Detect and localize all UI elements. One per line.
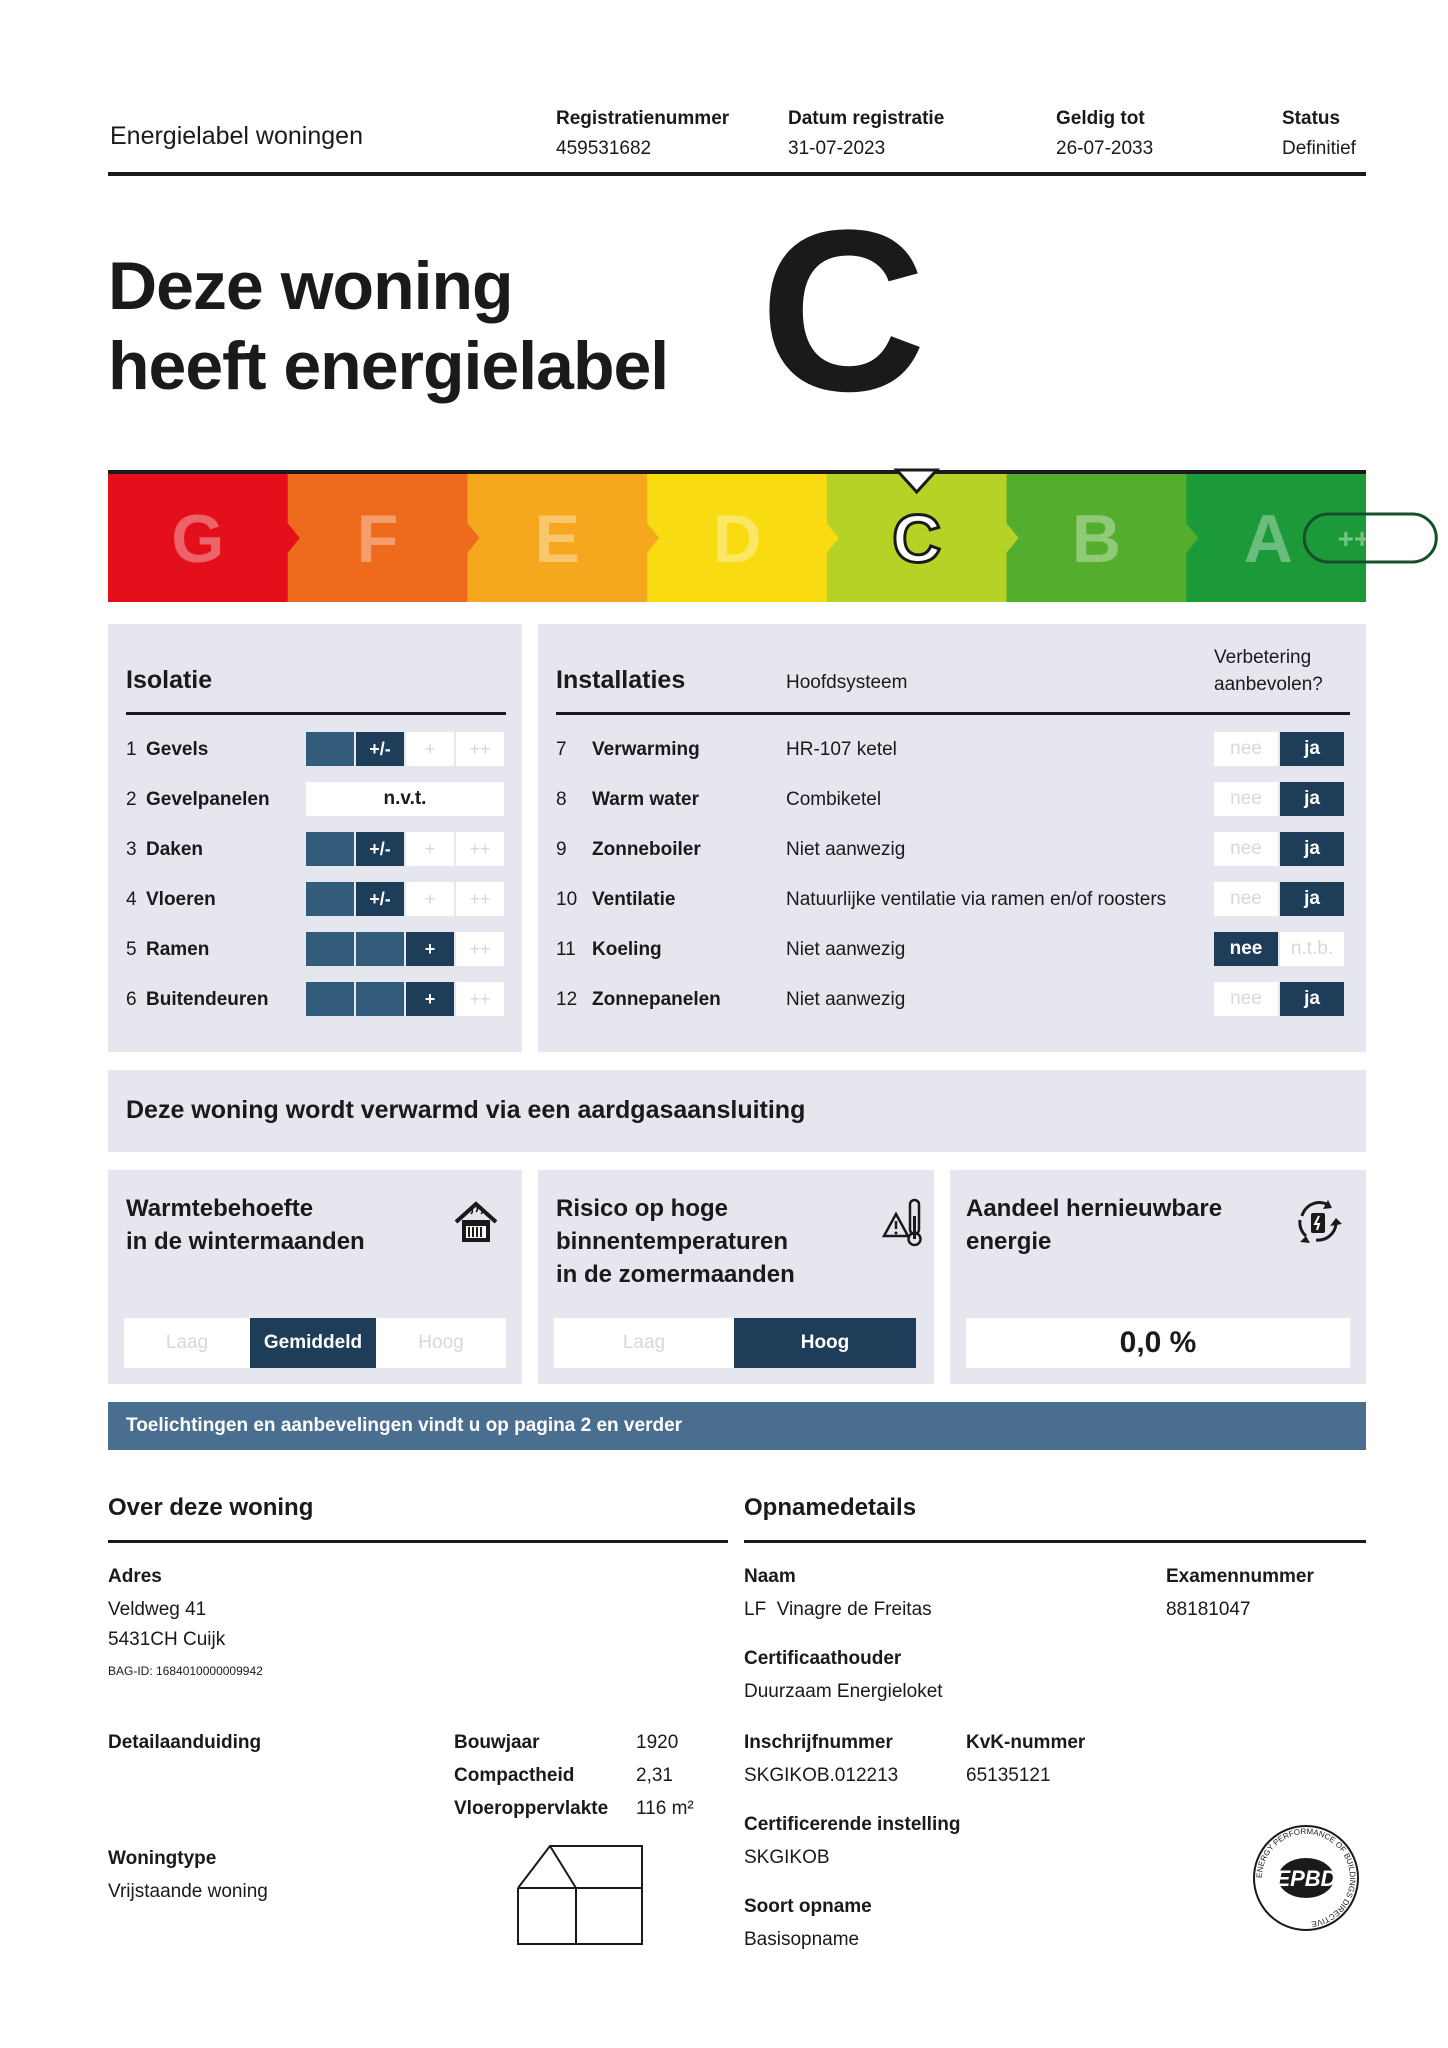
renewable-energy-icon bbox=[1292, 1196, 1344, 1248]
row-number: 8 bbox=[556, 789, 567, 810]
improvement-yes: ja bbox=[1280, 882, 1344, 916]
improvement-yes: ja bbox=[1280, 832, 1344, 866]
scale-option-hoog: Hoog bbox=[418, 1332, 464, 1353]
epbd-ring-text: ENERGY PERFORMANCE OF BUILDINGS DIRECTIVE bbox=[1254, 1826, 1358, 1929]
scale-letter-e: E bbox=[534, 501, 580, 577]
meter-segment: ++ bbox=[456, 882, 504, 916]
house-heating-icon bbox=[452, 1198, 500, 1246]
headline-line-2: heeft energielabel bbox=[108, 328, 669, 404]
row-number: 10 bbox=[556, 889, 578, 910]
row-name: Ramen bbox=[146, 939, 210, 960]
meter-segment: ++ bbox=[456, 982, 504, 1016]
improvement-no: nee bbox=[1214, 932, 1278, 966]
meter-segment: + bbox=[406, 832, 454, 866]
row-number: 1 bbox=[126, 739, 137, 760]
scale-option-hoog: Hoog bbox=[734, 1318, 916, 1368]
a-plus-text: ++++ bbox=[1337, 523, 1403, 554]
meter-segment: + bbox=[406, 732, 454, 766]
meter-segment: +/- bbox=[356, 832, 404, 866]
improvement-no: nee bbox=[1214, 732, 1278, 766]
headline bbox=[108, 246, 668, 406]
improvement-no: nee bbox=[1214, 982, 1278, 1016]
improvement-indicator bbox=[1214, 982, 1346, 1016]
overheating-risk-title-line-1: Risico op hoge bbox=[556, 1195, 729, 1222]
floor-area-value: 116 m² bbox=[636, 1798, 694, 1819]
installations-title: Installaties bbox=[556, 666, 686, 694]
insulation-row-label bbox=[126, 989, 268, 1011]
improvement-yes: ja bbox=[1280, 732, 1344, 766]
status-label: Status bbox=[1282, 108, 1341, 129]
scale-option-laag: Laag bbox=[622, 1332, 666, 1353]
row-number: 3 bbox=[126, 839, 137, 860]
improvement-header bbox=[1214, 644, 1323, 698]
energy-scale-graphic bbox=[108, 470, 1403, 606]
meter-segment: ++ bbox=[456, 732, 504, 766]
heat-demand-scale bbox=[124, 1318, 506, 1368]
row-name: Gevels bbox=[146, 739, 209, 760]
main-system-value: Natuurlijke ventilatie via ramen en/of roosters bbox=[786, 889, 1167, 910]
assessment-divider bbox=[744, 1540, 1366, 1543]
insulation-meter bbox=[306, 882, 506, 916]
installation-row-label bbox=[556, 739, 700, 761]
improvement-yes: ja bbox=[1280, 982, 1344, 1016]
insulation-meter bbox=[306, 732, 506, 766]
scale-letter-g: G bbox=[171, 501, 225, 577]
exam-number-value: 88181047 bbox=[1166, 1599, 1251, 1620]
main-system-value: HR-107 ketel bbox=[786, 739, 897, 760]
installation-row-label bbox=[556, 889, 675, 911]
insulation-title: Isolatie bbox=[126, 666, 213, 694]
meter-segment: +/- bbox=[356, 732, 404, 766]
row-name: Ventilatie bbox=[592, 889, 676, 910]
row-name: Gevelpanelen bbox=[146, 789, 270, 810]
meter-segment: + bbox=[406, 932, 454, 966]
certifying-body-value: SKGIKOB bbox=[744, 1847, 830, 1868]
meter-segment: +/- bbox=[356, 882, 404, 916]
scale-letter-f: F bbox=[356, 501, 399, 577]
detail-label: Detailaanduiding bbox=[108, 1732, 262, 1753]
floor-area-label: Vloeroppervlakte bbox=[454, 1798, 609, 1819]
row-name: Vloeren bbox=[146, 889, 216, 910]
dwelling-type-value: Vrijstaande woning bbox=[108, 1881, 268, 1902]
assessment-section-title: Opnamedetails bbox=[744, 1494, 917, 1521]
scale-letter-a: A bbox=[1243, 501, 1293, 577]
build-year-label: Bouwjaar bbox=[454, 1732, 540, 1753]
heating-note-text: Deze woning wordt verwarmd via een aardgasaansluiting bbox=[126, 1096, 806, 1124]
row-number: 11 bbox=[556, 939, 576, 960]
installation-row-label bbox=[556, 989, 721, 1011]
meter-segment bbox=[356, 982, 404, 1016]
renewable-energy-panel bbox=[950, 1170, 1366, 1384]
improvement-no: nee bbox=[1214, 882, 1278, 916]
meter-segment bbox=[356, 932, 404, 966]
kvk-number-value: 65135121 bbox=[966, 1765, 1051, 1786]
installations-panel bbox=[538, 624, 1366, 1052]
improvement-yes: n.t.b. bbox=[1280, 932, 1344, 966]
overheating-risk-panel bbox=[538, 1170, 934, 1384]
meter-segment: + bbox=[406, 882, 454, 916]
compactness-label: Compactheid bbox=[454, 1765, 575, 1786]
compactness-value: 2,31 bbox=[636, 1765, 673, 1786]
improvement-header-line-1: Verbetering bbox=[1214, 647, 1312, 668]
overheating-risk-title bbox=[556, 1192, 795, 1291]
insulation-meter bbox=[306, 982, 506, 1016]
heat-demand-title bbox=[126, 1192, 365, 1258]
registration-date bbox=[788, 108, 944, 160]
bag-id: BAG-ID: 1684010000009942 bbox=[108, 1664, 263, 1678]
registration-number bbox=[556, 108, 729, 160]
row-number: 5 bbox=[126, 939, 137, 960]
insulation-row-label bbox=[126, 939, 209, 961]
meter-segment bbox=[306, 932, 354, 966]
row-name: Buitendeuren bbox=[146, 989, 269, 1010]
address-label: Adres bbox=[108, 1566, 162, 1587]
scale-option-gemiddeld: Gemiddeld bbox=[250, 1318, 376, 1368]
registration-number-label: Registratienummer bbox=[556, 108, 730, 129]
main-system-value: Combiketel bbox=[786, 789, 882, 810]
row-number: 7 bbox=[556, 739, 567, 760]
meter-segment: ++ bbox=[456, 832, 504, 866]
epbd-logo-text: EPBD bbox=[1275, 1866, 1337, 1891]
address-line-1: Veldweg 41 bbox=[108, 1599, 207, 1620]
heat-demand-panel bbox=[108, 1170, 522, 1384]
main-system-value: Niet aanwezig bbox=[786, 989, 906, 1010]
overheating-risk-title-line-2: binnentemperaturen bbox=[556, 1228, 789, 1255]
improvement-indicator bbox=[1214, 782, 1346, 816]
improvement-no: nee bbox=[1214, 832, 1278, 866]
registration-date-label: Datum registratie bbox=[788, 108, 945, 129]
insulation-divider bbox=[126, 712, 506, 715]
main-system-value: Niet aanwezig bbox=[786, 939, 906, 960]
row-number: 9 bbox=[556, 839, 567, 860]
heating-note-banner bbox=[108, 1070, 1366, 1152]
document-header bbox=[108, 104, 1366, 176]
improvement-indicator bbox=[1214, 932, 1346, 966]
scale-letter-b: B bbox=[1071, 501, 1121, 577]
improvement-no: nee bbox=[1214, 782, 1278, 816]
document-title: Energielabel woningen bbox=[110, 122, 363, 150]
kvk-number-label: KvK-nummer bbox=[966, 1732, 1086, 1753]
status-value: Definitief bbox=[1282, 138, 1356, 159]
build-year-value: 1920 bbox=[636, 1732, 679, 1753]
row-number: 4 bbox=[126, 889, 137, 910]
meter-segment bbox=[306, 732, 354, 766]
row-number: 12 bbox=[556, 989, 578, 1010]
dwelling-section-title: Over deze woning bbox=[108, 1494, 314, 1521]
heat-demand-title-line-2: in de wintermaanden bbox=[126, 1228, 365, 1255]
overheating-risk-title-line-3: in de zomermaanden bbox=[556, 1261, 795, 1288]
insulation-meter bbox=[306, 832, 506, 866]
scale-letter-d: D bbox=[712, 501, 762, 577]
registration-no-value: SKGIKOB.012213 bbox=[744, 1765, 899, 1786]
row-name: Warm water bbox=[592, 789, 699, 810]
valid-until-value: 26-07-2033 bbox=[1056, 138, 1154, 159]
row-number: 2 bbox=[126, 789, 137, 810]
improvement-yes: ja bbox=[1280, 782, 1344, 816]
insulation-row-label bbox=[126, 839, 203, 861]
dwelling-divider bbox=[108, 1540, 728, 1543]
overheating-risk-scale bbox=[554, 1318, 916, 1368]
row-name: Zonnepanelen bbox=[592, 989, 721, 1010]
epbd-logo bbox=[1244, 1816, 1368, 1940]
improvement-indicator bbox=[1214, 732, 1346, 766]
row-name: Koeling bbox=[592, 939, 662, 960]
certificate-holder-value: Duurzaam Energieloket bbox=[744, 1681, 943, 1702]
info-bar-text: Toelichtingen en aanbevelingen vindt u op pagina 2 en verder bbox=[126, 1415, 683, 1436]
meter-segment: ++ bbox=[456, 932, 504, 966]
heat-demand-title-line-1: Warmtebehoefte bbox=[126, 1195, 314, 1222]
improvement-indicator bbox=[1214, 882, 1346, 916]
scale-option-laag: Laag bbox=[165, 1332, 209, 1353]
installation-row-label bbox=[556, 789, 699, 811]
registration-date-value: 31-07-2023 bbox=[788, 138, 886, 159]
insulation-row-label bbox=[126, 889, 216, 911]
dwelling-type-label: Woningtype bbox=[108, 1848, 217, 1869]
improvement-indicator bbox=[1214, 832, 1346, 866]
meter-segment bbox=[306, 832, 354, 866]
installation-row-label bbox=[556, 939, 662, 961]
info-bar bbox=[108, 1402, 1366, 1450]
registration-number-value: 459531682 bbox=[556, 138, 652, 159]
scale-letter-c: C bbox=[892, 501, 942, 577]
meter-segment: + bbox=[406, 982, 454, 1016]
assessor-name-label: Naam bbox=[744, 1566, 796, 1587]
insulation-meter bbox=[306, 932, 506, 966]
renewable-energy-title-line-2: energie bbox=[966, 1228, 1052, 1255]
insulation-row-label bbox=[126, 739, 208, 761]
address-line-2: 5431CH Cuijk bbox=[108, 1629, 226, 1650]
exam-number-label: Examennummer bbox=[1166, 1566, 1314, 1587]
assessment-type-label: Soort opname bbox=[744, 1896, 872, 1917]
row-name: Zonneboiler bbox=[592, 839, 701, 860]
improvement-header-line-2: aanbevolen? bbox=[1214, 674, 1323, 695]
main-system-value: Niet aanwezig bbox=[786, 839, 906, 860]
insulation-row-label bbox=[126, 789, 270, 811]
main-system-header: Hoofdsysteem bbox=[786, 672, 908, 693]
installations-divider bbox=[556, 712, 1350, 715]
headline-line-1: Deze woning bbox=[108, 248, 513, 324]
meter-segment bbox=[306, 982, 354, 1016]
renewable-energy-value: 0,0 % bbox=[966, 1318, 1350, 1368]
detached-house-icon bbox=[516, 1840, 644, 1946]
row-number: 6 bbox=[126, 989, 137, 1010]
valid-until bbox=[1056, 108, 1153, 160]
meter-segment bbox=[306, 882, 354, 916]
valid-until-label: Geldig tot bbox=[1056, 108, 1145, 129]
status bbox=[1282, 108, 1356, 160]
registration-no-label: Inschrijfnummer bbox=[744, 1732, 893, 1753]
thermometer-warning-icon bbox=[882, 1196, 926, 1248]
insulation-panel bbox=[108, 624, 522, 1052]
energy-label-letter: C bbox=[760, 182, 927, 439]
renewable-energy-title-line-1: Aandeel hernieuwbare bbox=[966, 1195, 1223, 1222]
certifying-body-label: Certificerende instelling bbox=[744, 1814, 961, 1835]
energy-scale bbox=[108, 470, 1403, 606]
certificate-holder-label: Certificaathouder bbox=[744, 1648, 902, 1669]
row-name: Verwarming bbox=[592, 739, 700, 760]
scale-top-line bbox=[108, 470, 1366, 474]
not-applicable-box: n.v.t. bbox=[306, 782, 504, 816]
assessment-type-value: Basisopname bbox=[744, 1929, 860, 1950]
assessor-name-value: LF Vinagre de Freitas bbox=[744, 1599, 932, 1620]
row-name: Daken bbox=[146, 839, 204, 860]
installation-row-label bbox=[556, 839, 701, 861]
renewable-energy-title bbox=[966, 1192, 1222, 1258]
